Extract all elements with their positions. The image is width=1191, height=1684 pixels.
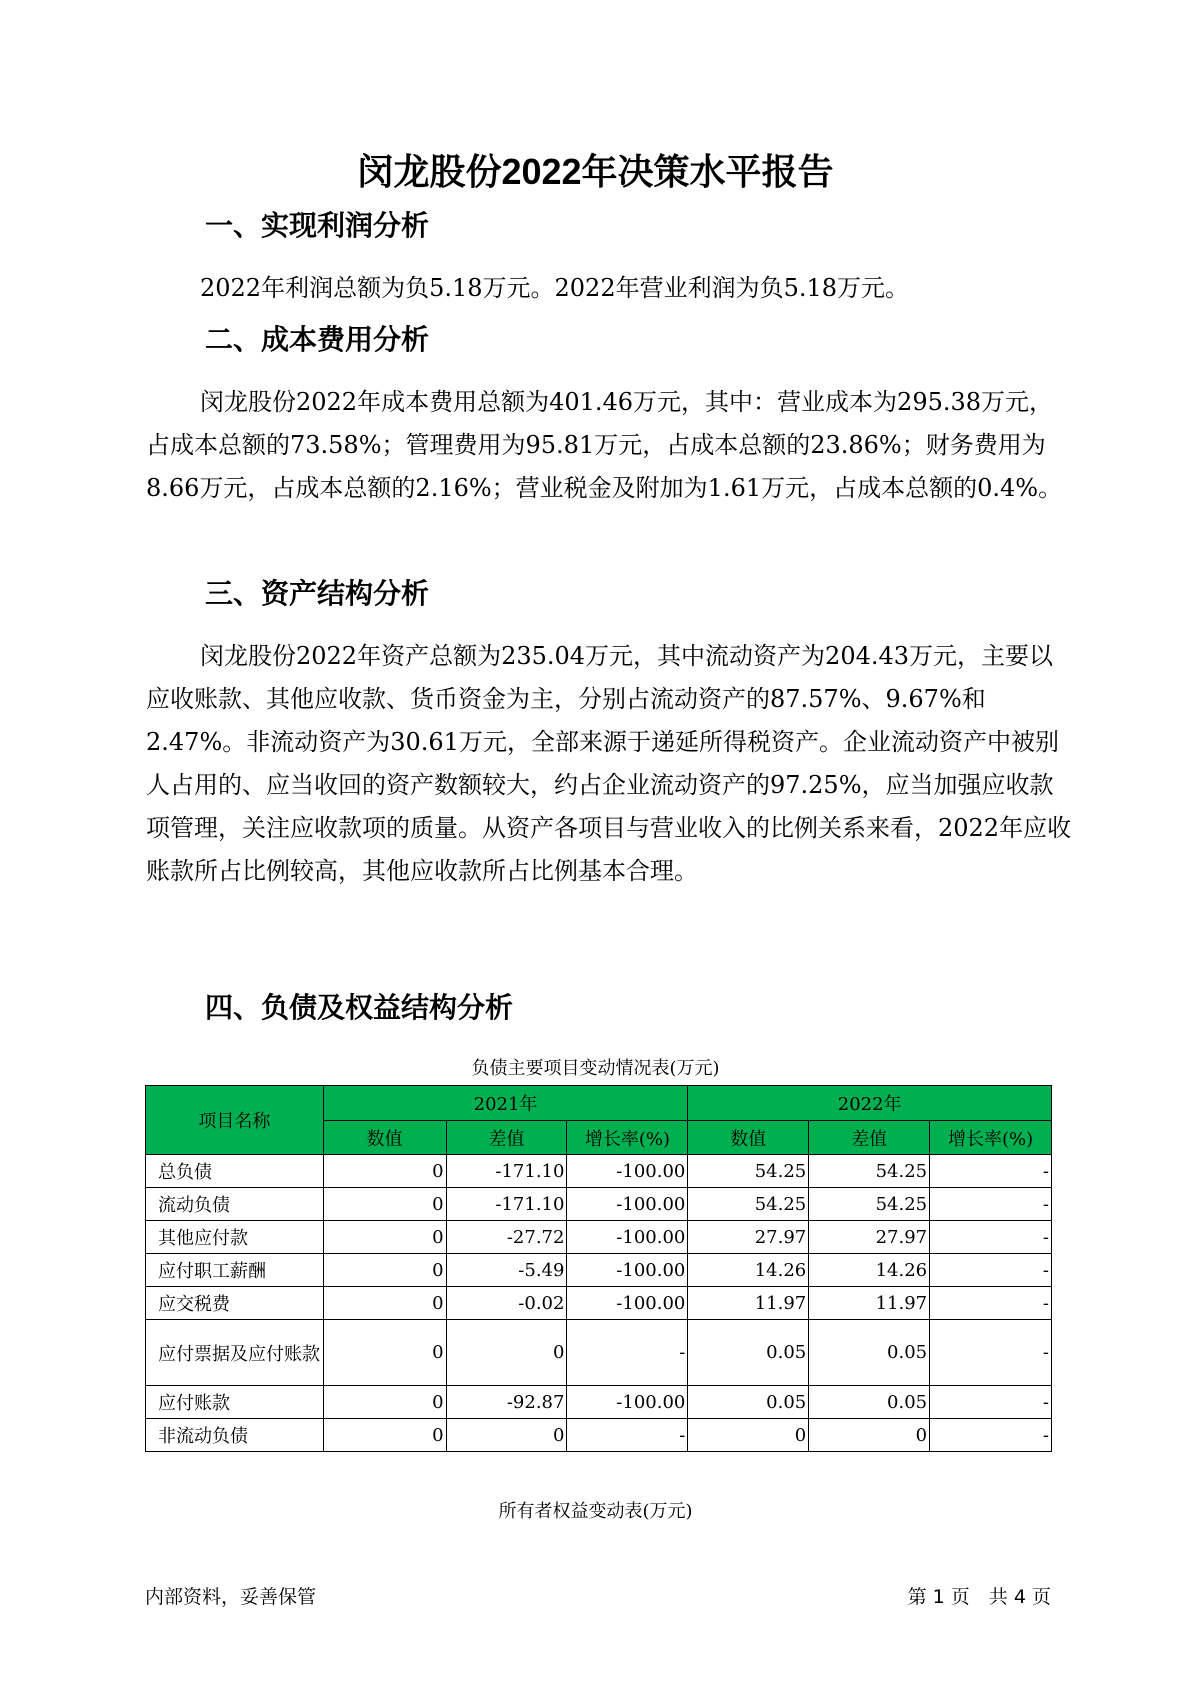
cell-growth-2022: - bbox=[930, 1287, 1052, 1320]
cell-growth-2021: -100.00 bbox=[567, 1221, 688, 1254]
row-name: 非流动负债 bbox=[146, 1419, 324, 1452]
header-diff-2022: 差值 bbox=[809, 1121, 930, 1155]
cell-value-2022: 27.97 bbox=[688, 1221, 809, 1254]
section-paragraph-assets: 闵龙股份2022年资产总额为235.04万元，其中流动资产为204.43万元，主要以应收账款、其他应收款、货币资金为主，分别占流动资产的87.57%、9.67%和2.47%。非流动资产为30.61万元，全部来源于递延所得税资产。企业流动资产中被别人占用的、应当收回的资产数额较大，约占企业流动资产的97.25%，应当加强应收款项管理，关注应收款项的质量。从资产各项目与营业收入的比例关系来看，2022年应收账款所占比例较高，其他应收款所占比例基本合理。 bbox=[146, 642, 1072, 885]
cell-growth-2022: - bbox=[930, 1188, 1052, 1221]
table-row bbox=[146, 1320, 1052, 1386]
row-name: 流动负债 bbox=[146, 1188, 324, 1221]
cell-value-2021: 0 bbox=[323, 1254, 446, 1287]
row-name: 应付账款 bbox=[146, 1386, 324, 1419]
cell-growth-2022: - bbox=[930, 1419, 1052, 1452]
table-row bbox=[146, 1254, 1052, 1287]
row-name: 应付职工薪酬 bbox=[146, 1254, 324, 1287]
header-value-2021: 数值 bbox=[323, 1121, 446, 1155]
cell-diff-2022: 0 bbox=[809, 1419, 930, 1452]
row-name: 应付票据及应付账款 bbox=[146, 1320, 324, 1386]
page-suffix: 页 bbox=[1031, 1586, 1051, 1608]
cell-diff-2021: 0 bbox=[446, 1320, 567, 1386]
table-row bbox=[146, 1188, 1052, 1221]
table-row bbox=[146, 1155, 1052, 1188]
cell-diff-2022: 14.26 bbox=[809, 1254, 930, 1287]
cell-diff-2021: -171.10 bbox=[446, 1188, 567, 1221]
cell-diff-2022: 54.25 bbox=[809, 1155, 930, 1188]
cell-value-2021: 0 bbox=[323, 1287, 446, 1320]
page-prefix: 第 bbox=[907, 1586, 927, 1608]
cell-growth-2022: - bbox=[930, 1254, 1052, 1287]
cell-value-2021: 0 bbox=[323, 1188, 446, 1221]
section-heading-profit: 一、实现利润分析 bbox=[205, 209, 430, 242]
cell-value-2022: 11.97 bbox=[688, 1287, 809, 1320]
table-row bbox=[146, 1221, 1052, 1254]
cell-growth-2022: - bbox=[930, 1320, 1052, 1386]
cell-diff-2021: -92.87 bbox=[446, 1386, 567, 1419]
cell-diff-2021: -5.49 bbox=[446, 1254, 567, 1287]
section-paragraph-cost: 闵龙股份2022年成本费用总额为401.46万元，其中：营业成本为295.38万元，占成本总额的73.58%；管理费用为95.81万元，占成本总额的23.86%；财务费用为8.66万元，占成本总额的2.16%；营业税金及附加为1.61万元，占成本总额的0.4%。 bbox=[146, 388, 1063, 502]
cell-diff-2021: 0 bbox=[446, 1419, 567, 1452]
header-year-2022: 2022年 bbox=[688, 1086, 1052, 1121]
cell-diff-2021: -171.10 bbox=[446, 1155, 567, 1188]
section-heading-cost: 二、成本费用分析 bbox=[205, 323, 430, 356]
header-value-2022: 数值 bbox=[688, 1121, 809, 1155]
page-title: 闵龙股份2022年决策水平报告 bbox=[357, 151, 834, 192]
row-name: 总负债 bbox=[146, 1155, 324, 1188]
table-row bbox=[146, 1386, 1052, 1419]
cell-growth-2022: - bbox=[930, 1221, 1052, 1254]
liability-table-caption: 负债主要项目变动情况表(万元) bbox=[471, 1058, 720, 1079]
cell-value-2021: 0 bbox=[323, 1419, 446, 1452]
section-heading-liability: 四、负债及权益结构分析 bbox=[205, 991, 514, 1024]
cell-value-2021: 0 bbox=[323, 1386, 446, 1419]
liability-table bbox=[145, 1085, 1052, 1452]
cell-value-2021: 0 bbox=[323, 1320, 446, 1386]
footer-confidential-note: 内部资料，妥善保管 bbox=[145, 1586, 317, 1608]
cell-value-2022: 14.26 bbox=[688, 1254, 809, 1287]
header-growth-2022: 增长率(%) bbox=[930, 1121, 1052, 1155]
cell-growth-2021: -100.00 bbox=[567, 1188, 688, 1221]
header-growth-2021: 增长率(%) bbox=[567, 1121, 688, 1155]
table-row bbox=[146, 1419, 1052, 1452]
cell-growth-2021: -100.00 bbox=[567, 1155, 688, 1188]
cell-value-2022: 54.25 bbox=[688, 1155, 809, 1188]
equity-table-caption: 所有者权益变动表(万元) bbox=[498, 1501, 693, 1522]
cell-growth-2021: - bbox=[567, 1419, 688, 1452]
row-name: 应交税费 bbox=[146, 1287, 324, 1320]
cell-growth-2021: -100.00 bbox=[567, 1254, 688, 1287]
section-paragraph-profit: 2022年利润总额为负5.18万元。2022年营业利润为负5.18万元。 bbox=[200, 274, 910, 302]
row-name: 其他应付款 bbox=[146, 1221, 324, 1254]
section-heading-assets: 三、资产结构分析 bbox=[205, 577, 430, 610]
cell-value-2022: 54.25 bbox=[688, 1188, 809, 1221]
footer-page-indicator bbox=[908, 1584, 1051, 1610]
cell-diff-2021: -0.02 bbox=[446, 1287, 567, 1320]
table-row bbox=[146, 1287, 1052, 1320]
cell-diff-2022: 54.25 bbox=[809, 1188, 930, 1221]
cell-diff-2022: 27.97 bbox=[809, 1221, 930, 1254]
cell-growth-2021: - bbox=[567, 1320, 688, 1386]
cell-diff-2022: 11.97 bbox=[809, 1287, 930, 1320]
cell-diff-2021: -27.72 bbox=[446, 1221, 567, 1254]
header-year-2021: 2021年 bbox=[323, 1086, 688, 1121]
header-item-name: 项目名称 bbox=[146, 1086, 324, 1155]
cell-value-2021: 0 bbox=[323, 1221, 446, 1254]
page-mid: 页 共 bbox=[950, 1586, 1008, 1608]
cell-growth-2021: -100.00 bbox=[567, 1386, 688, 1419]
cell-growth-2022: - bbox=[930, 1386, 1052, 1419]
page-number: 1 bbox=[932, 1586, 945, 1608]
cell-growth-2022: - bbox=[930, 1155, 1052, 1188]
page-total: 4 bbox=[1013, 1586, 1026, 1608]
cell-value-2022: 0.05 bbox=[688, 1320, 809, 1386]
header-diff-2021: 差值 bbox=[446, 1121, 567, 1155]
cell-growth-2021: -100.00 bbox=[567, 1287, 688, 1320]
cell-diff-2022: 0.05 bbox=[809, 1386, 930, 1419]
cell-diff-2022: 0.05 bbox=[809, 1320, 930, 1386]
cell-value-2022: 0.05 bbox=[688, 1386, 809, 1419]
cell-value-2022: 0 bbox=[688, 1419, 809, 1452]
cell-value-2021: 0 bbox=[323, 1155, 446, 1188]
